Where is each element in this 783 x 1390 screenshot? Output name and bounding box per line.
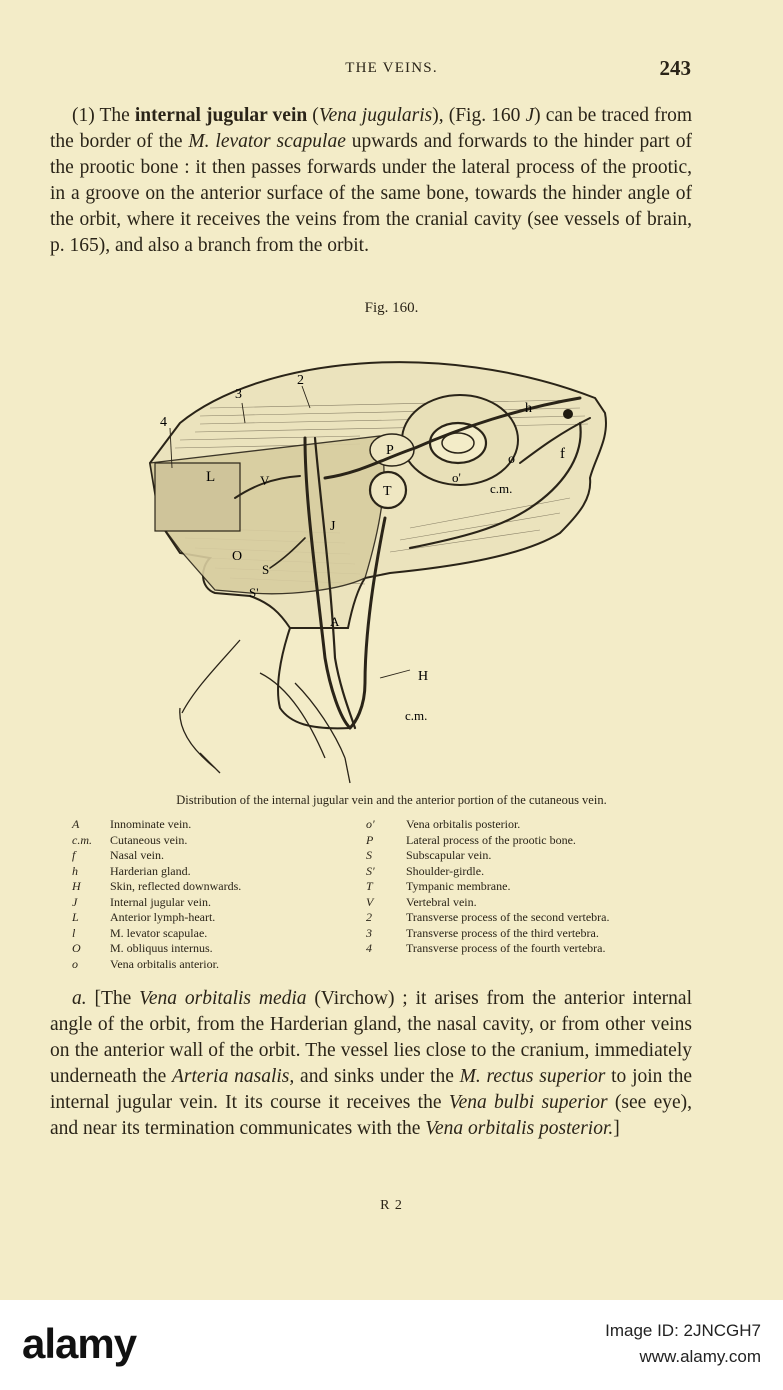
legend-key: f: [72, 848, 76, 862]
legend-row: [72, 941, 342, 957]
legend-key: J: [72, 894, 78, 909]
stock-banner: [0, 1300, 783, 1390]
label-O: O: [232, 549, 243, 564]
legend-row: [72, 879, 342, 895]
legend-key: o: [72, 956, 78, 971]
legend-text: Subscapular vein.: [406, 848, 492, 862]
legend-text: Lateral process of the prootic bone.: [406, 832, 576, 847]
legend-key: A: [72, 817, 80, 831]
legend-key: c.m.: [72, 832, 92, 847]
stock-id-block: [605, 1318, 761, 1370]
running-title: THE VEINS.: [345, 60, 438, 76]
legend-row: [366, 926, 696, 942]
eyeball: [430, 423, 486, 463]
label-4: 4: [160, 415, 167, 430]
label-J: J: [330, 519, 336, 534]
legend-row: [366, 833, 696, 849]
legend-text: Transverse process of the fourth vertebra.: [406, 941, 606, 955]
legend-key: 3: [366, 925, 372, 940]
label-o: o: [508, 452, 515, 467]
legend-key: V: [366, 894, 374, 909]
legend-text: Shoulder-girdle.: [406, 863, 485, 878]
legend-text: Tympanic membrane.: [406, 879, 511, 893]
legend-row: [72, 957, 342, 973]
label-T: T: [383, 484, 392, 499]
legend-row: [72, 833, 342, 849]
label-A: A: [330, 614, 340, 629]
label-2: 2: [297, 373, 304, 388]
label-S-prime: S': [249, 585, 259, 600]
legend-key: T: [366, 879, 373, 893]
legend-key: S': [366, 863, 375, 878]
stock-image-id: Image ID: 2JNCGH7: [605, 1321, 761, 1340]
legend-key: h: [72, 863, 78, 878]
legend-text: Skin, reflected downwards.: [110, 879, 242, 893]
legend-text: Vena orbitalis posterior.: [406, 817, 521, 831]
label-V: V: [260, 473, 270, 488]
label-P: P: [386, 443, 394, 458]
legend-right: [366, 817, 696, 957]
legend-row: [366, 879, 696, 895]
legend-key: O: [72, 941, 81, 955]
figure-label: Fig. 160.: [364, 300, 419, 316]
legend-text: Cutaneous vein.: [110, 832, 188, 847]
anatomical-figure: [140, 328, 610, 788]
stock-site: www.alamy.com: [639, 1347, 761, 1366]
signature-mark: R 2: [380, 1198, 403, 1213]
legend-text: Transverse process of the second vertebra.: [406, 910, 610, 924]
label-L: L: [206, 469, 216, 485]
label-cm: c.m.: [490, 481, 513, 496]
legend-text: M. levator scapulae.: [110, 925, 208, 940]
legend-text: Nasal vein.: [110, 848, 164, 862]
page-header: [0, 58, 783, 84]
label-H: H: [418, 669, 429, 684]
legend-text: Vena orbitalis anterior.: [110, 956, 219, 971]
legend-row: [72, 910, 342, 926]
legend-key: L: [72, 910, 79, 924]
legend-text: Vertebral vein.: [406, 894, 477, 909]
lymph-heart-region: [155, 463, 240, 531]
legend-text: Anterior lymph-heart.: [110, 910, 216, 924]
label-h: h: [525, 401, 532, 416]
legend-row: [72, 895, 342, 911]
legend-row: [366, 817, 696, 833]
legend-text: Innominate vein.: [110, 817, 192, 831]
legend-row: [366, 895, 696, 911]
legend-row: [72, 926, 342, 942]
legend-row: [72, 864, 342, 880]
legend-row: [366, 848, 696, 864]
page-number: 243: [659, 56, 691, 80]
legend-row: [366, 941, 696, 957]
legend-left: [72, 817, 342, 972]
stock-logo: alamy: [22, 1320, 137, 1367]
legend-row: [366, 864, 696, 880]
legend-row: [72, 848, 342, 864]
legend-key: 4: [366, 941, 372, 955]
legend-text: Transverse process of the third vertebra.: [406, 925, 599, 940]
legend-key: S: [366, 848, 372, 862]
legend-key: o': [366, 817, 375, 831]
legend-row: [72, 817, 342, 833]
label-o-prime: o': [452, 470, 461, 485]
legend-text: M. obliquus internus.: [110, 941, 213, 955]
label-S: S: [262, 562, 270, 577]
legend-key: H: [72, 879, 81, 893]
legend-text: Harderian gland.: [110, 863, 191, 878]
legend-key: P: [366, 832, 374, 847]
legend-text: Internal jugular vein.: [110, 894, 211, 909]
label-3: 3: [235, 387, 242, 402]
paragraph-orbitalis-media: a. [The Vena orbitalis media (Virchow) ; it arises from the anterior internal angle of the orbit, from the Harderian gland, the nasal cavity, or from other veins on the anterior wall of the orbit. The vessel lies close to the cranium, immediately underneath the Arteria nasalis, and sinks under the M. rectus superior to join the internal jugular vein. It its course it receives the Vena bulbi superior (see eye), and near its termination communicates with the Vena orbitalis posterior.]: [50, 988, 693, 1139]
legend-key: l: [72, 925, 76, 940]
label-cm-lower: c.m.: [405, 708, 428, 723]
label-f: f: [560, 446, 565, 462]
paragraph-internal-jugular: (1) The internal jugular vein (Vena jugularis), (Fig. 160 J) can be traced from the border of the M. levator scapulae upwards and forwards to the hinder part of the prootic bone : it then passes forwards under the lateral process of the prootic, in a groove on the anterior surface of the same bone, towards the hinder angle of the orbit, where it receives the veins from the cranial cavity (see vessels of brain, p. 165), and also a branch from the orbit.: [50, 105, 693, 256]
legend-key: 2: [366, 910, 372, 924]
legend-row: [366, 910, 696, 926]
figure-caption: Distribution of the internal jugular vein and the anterior portion of the cutaneous vein.: [176, 793, 607, 807]
